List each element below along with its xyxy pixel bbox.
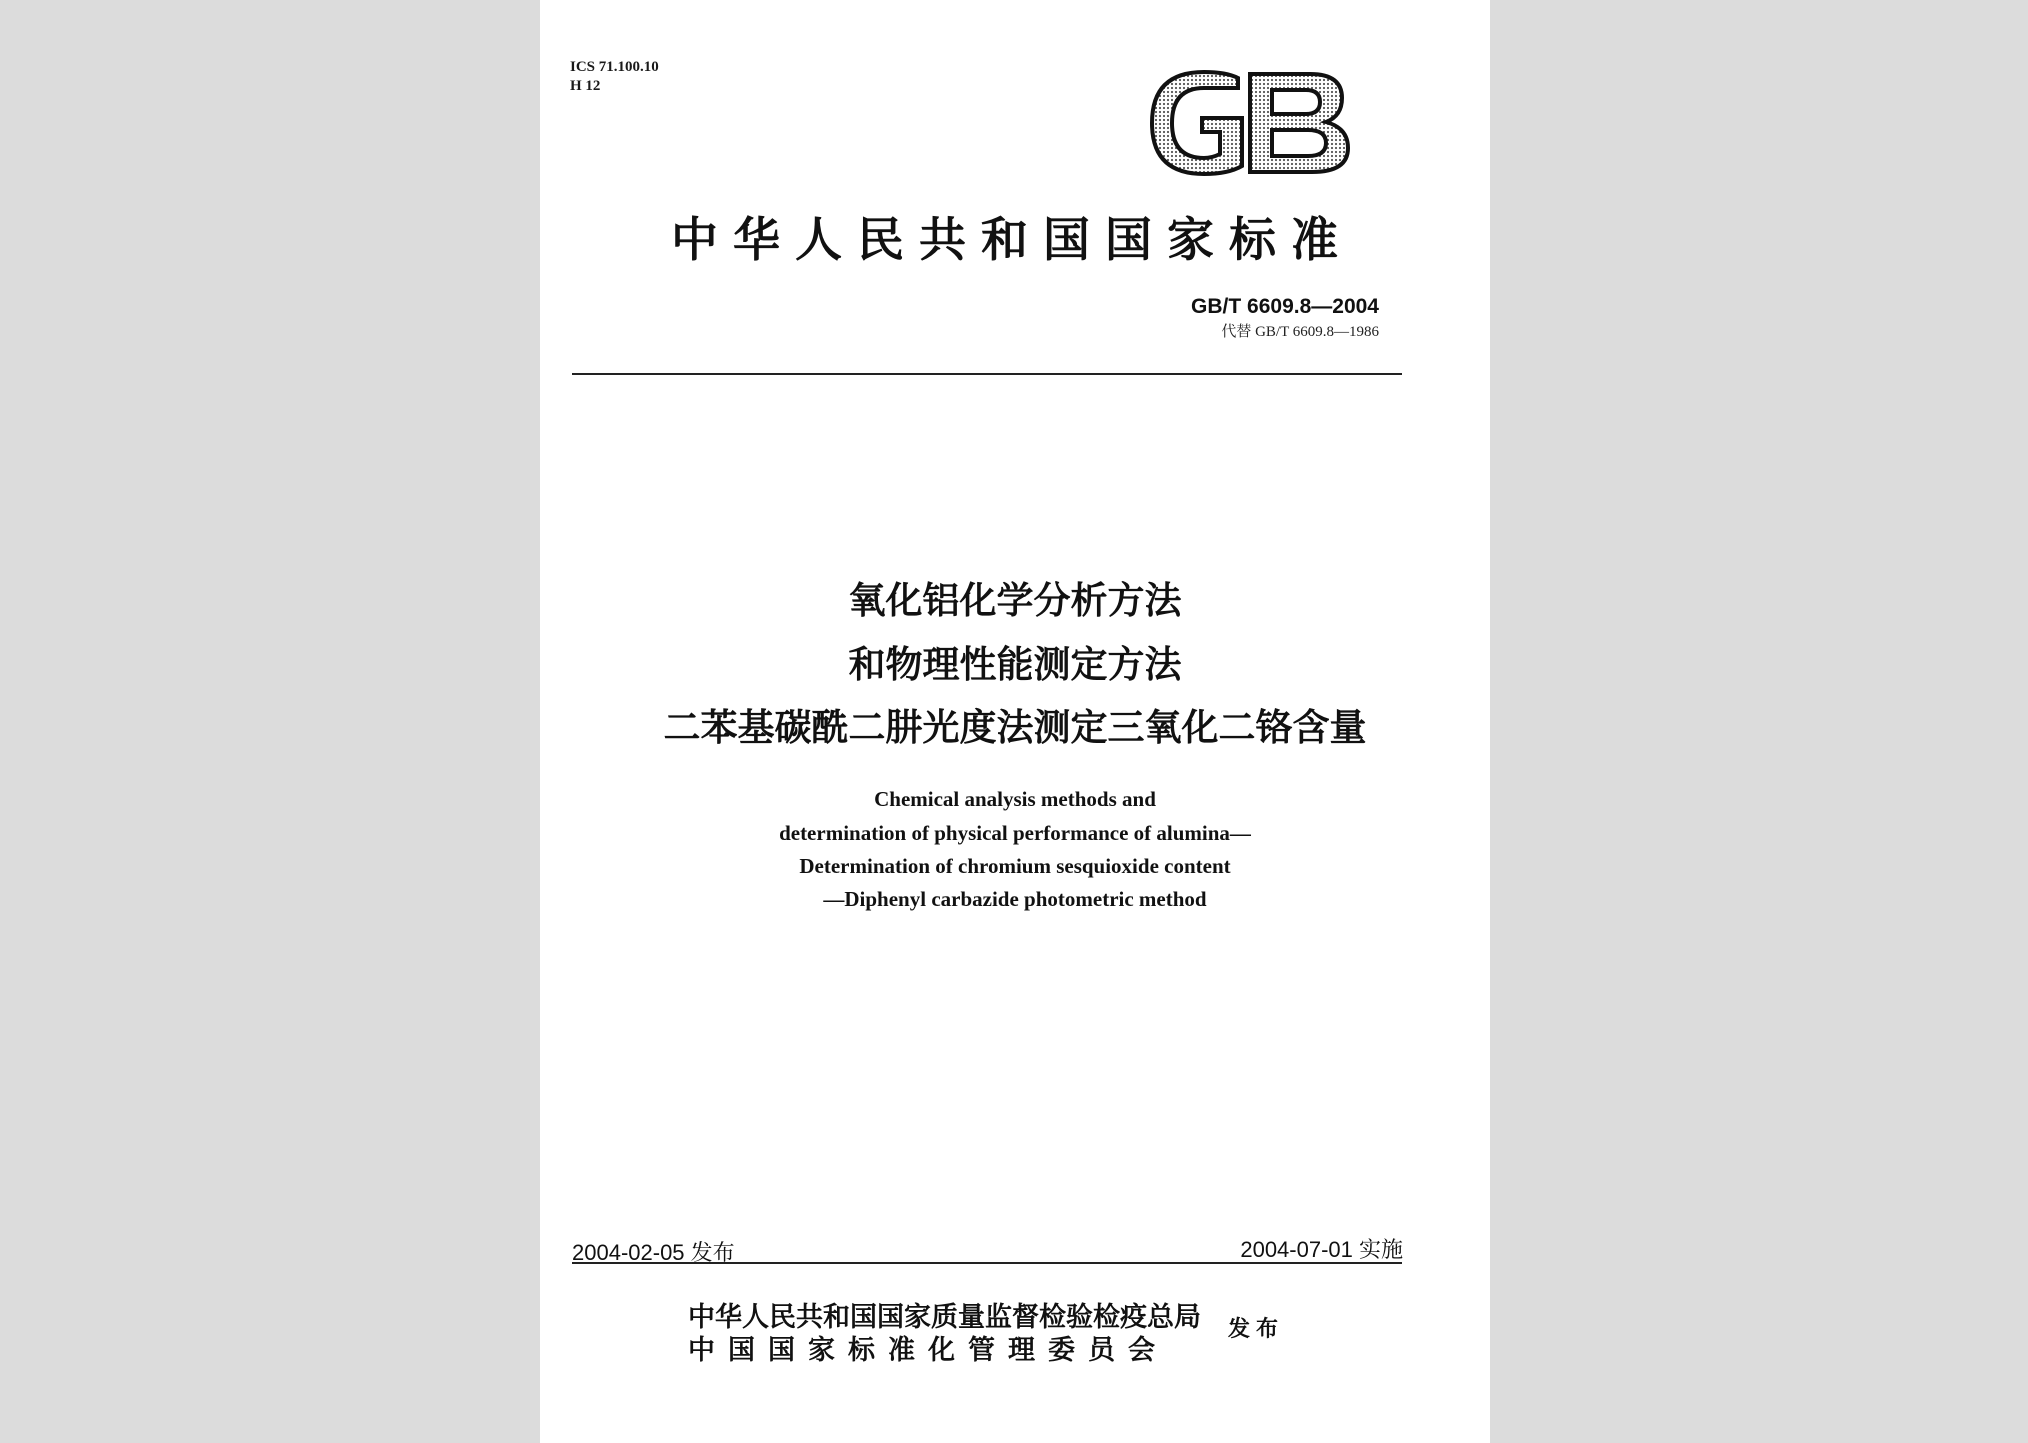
chinese-title-line-1: 氧化铝化学分析方法 [848, 579, 1182, 622]
issuer-sac: 中国国家标准化管理委员会 [688, 1335, 1168, 1366]
chinese-title-line-2: 和物理性能测定方法 [848, 643, 1182, 686]
national-standard-title: 中华人民共和国国家标准 [671, 213, 1353, 268]
english-title-line-2: determination of physical performance of alumina— [779, 821, 1251, 845]
classification-block [570, 58, 659, 96]
standard-number: GB/T 6609.8—2004 [1191, 295, 1379, 318]
logo-text: GB [1146, 70, 1148, 71]
ics-code: ICS 71.100.10 [570, 59, 659, 75]
gb-logo [1146, 70, 1352, 176]
replaced-standard: 代替 GB/T 6609.8—1986 [1221, 324, 1379, 340]
ccs-code: H 12 [570, 78, 601, 94]
chinese-title-line-3: 二苯基碳酰二肼光度法测定三氧化二铬含量 [663, 706, 1367, 749]
footer-divider [572, 1262, 1402, 1264]
english-title-line-1: Chemical analysis methods and [874, 787, 1156, 811]
document-page [540, 0, 1490, 1443]
header-divider [572, 373, 1402, 375]
english-title-line-3: Determination of chromium sesquioxide content [799, 854, 1231, 878]
english-title-line-4: —Diphenyl carbazide photometric method [823, 887, 1207, 911]
issuer-aqsiq: 中华人民共和国国家质量监督检验检疫总局 [688, 1302, 1201, 1333]
issue-date: 2004-02-05 发布 [572, 1240, 735, 1265]
effective-date: 2004-07-01 实施 [1240, 1237, 1403, 1262]
publish-label: 发布 [1228, 1316, 1285, 1342]
